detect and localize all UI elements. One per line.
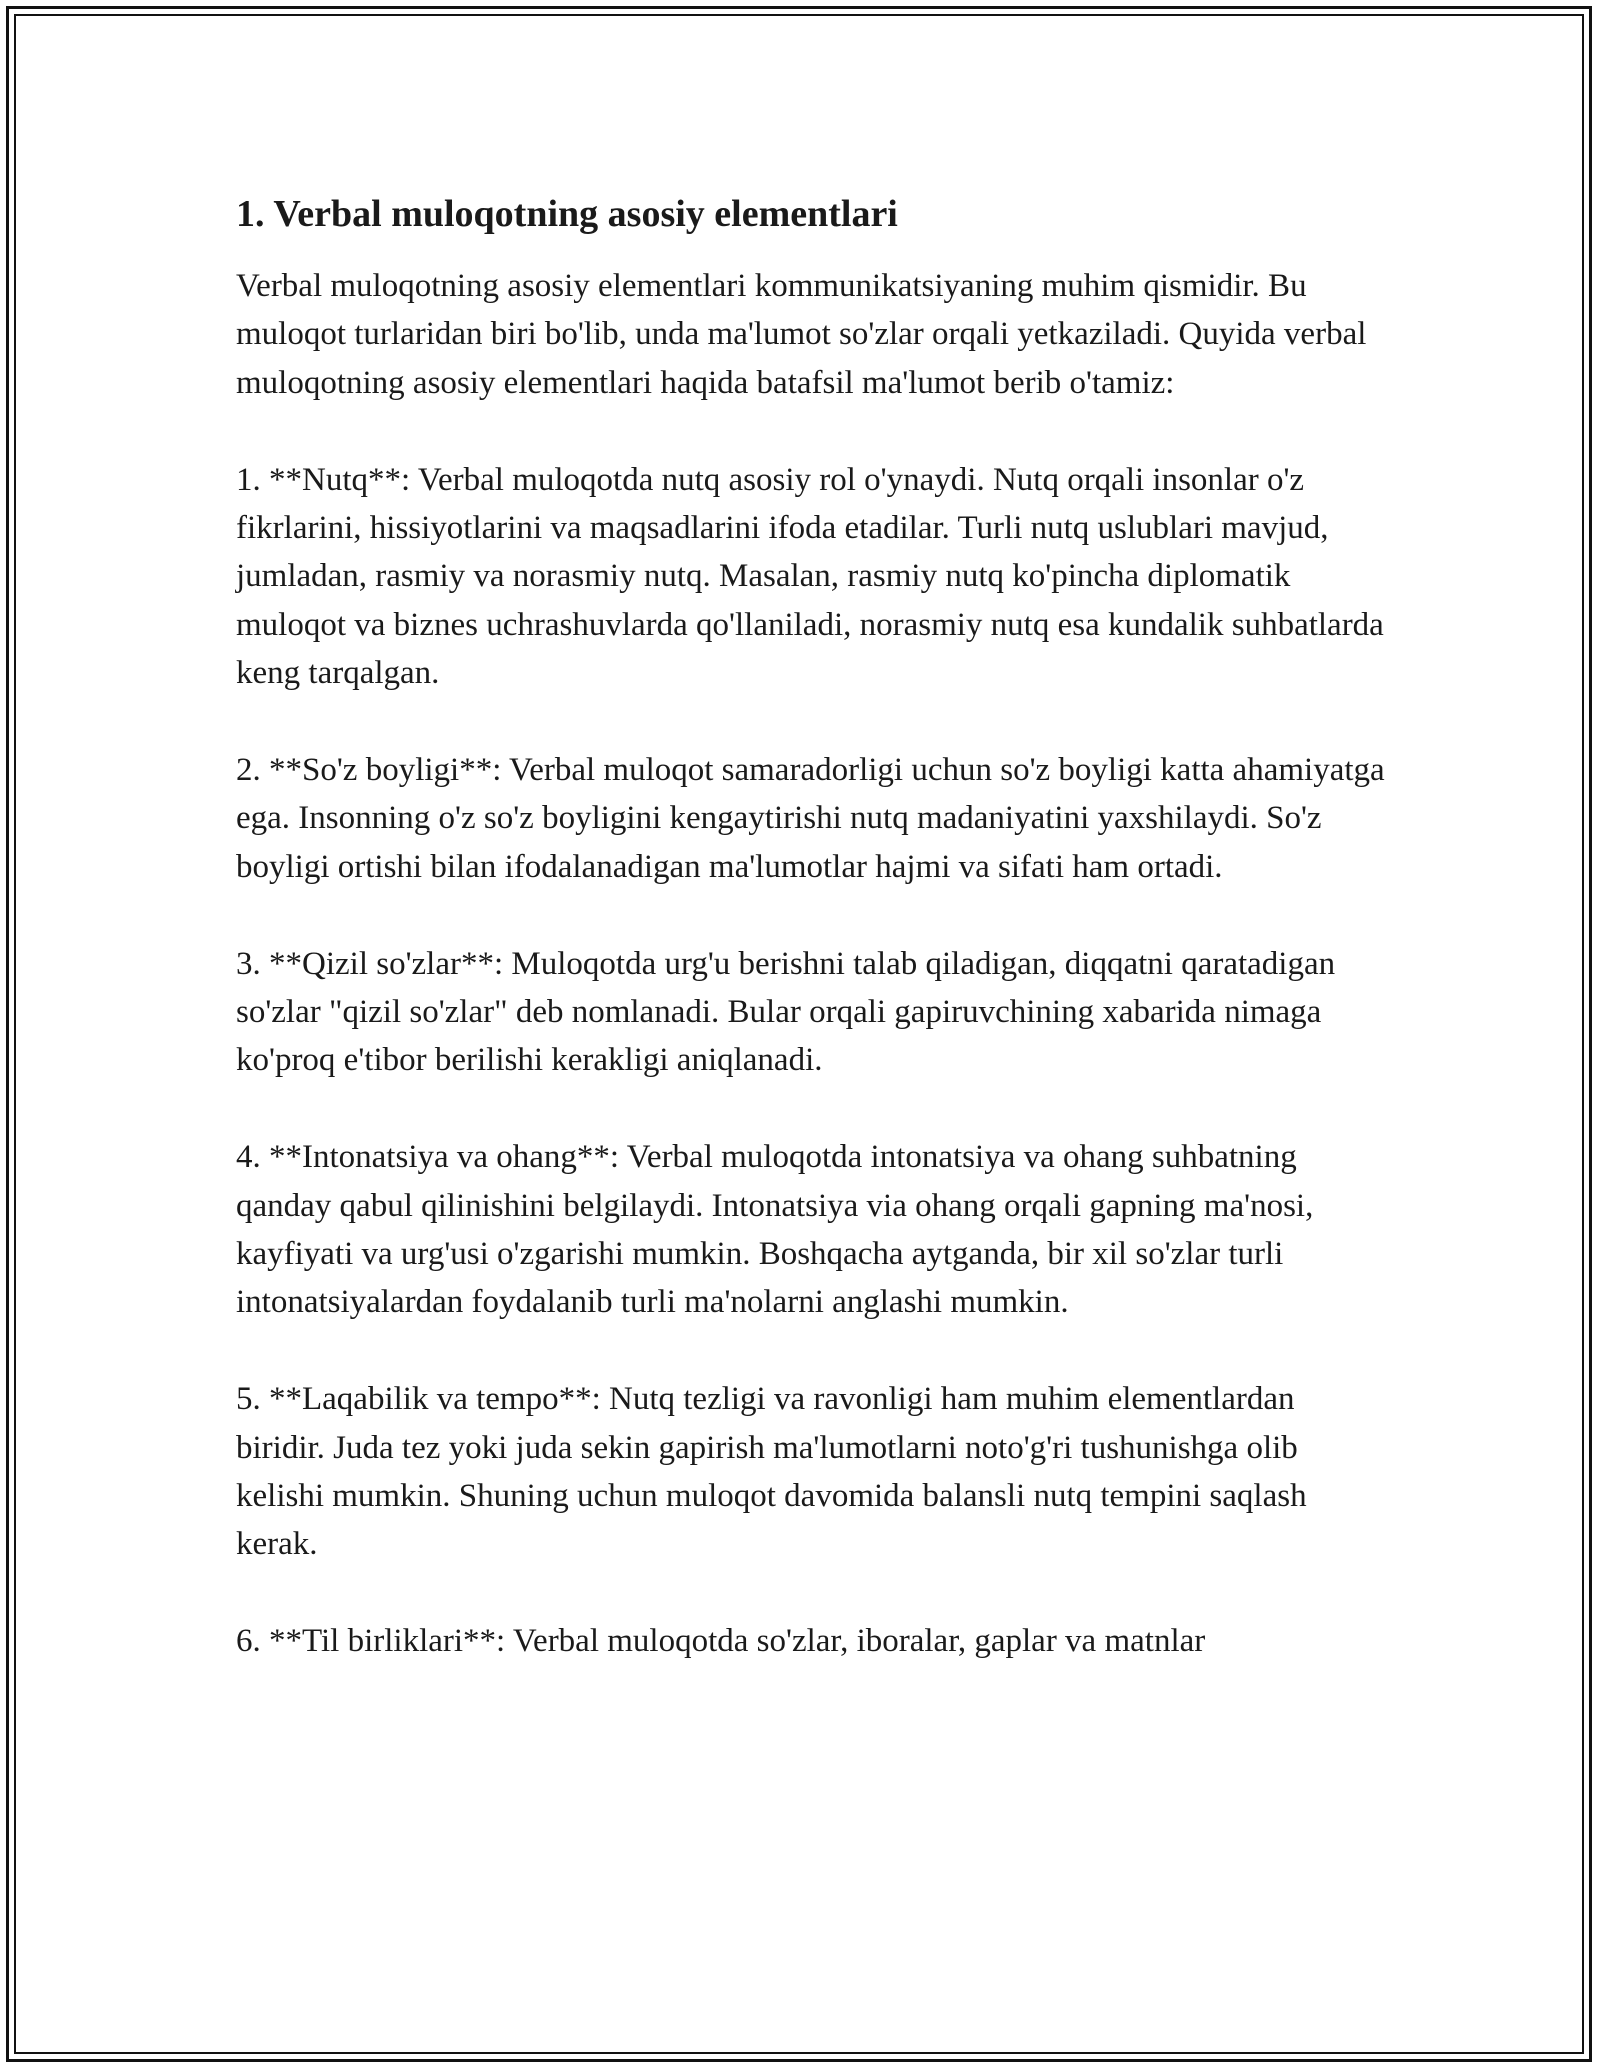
paragraph-tempo: 5. **Laqabilik va tempo**: Nutq tezligi va ravonligi ham muhim elementlardan biridir. Juda tez yoki juda sekin gapirish ma'lumotlarni noto'g'ri tushunishga olib kelishi mumkin. Shuning uchun muloqot davomida balansli nutq tempini saqlash kerak. [236,1381,1307,1563]
paragraph-nutq: 1. **Nutq**: Verbal muloqotda nutq asosiy rol o'ynaydi. Nutq orqali insonlar o'z fikrlarini, hissiyotlarini va maqsadlarini ifoda etadilar. Turli nutq uslublari mavjud, jumladan, rasmiy va norasmiy nutq. Masalan, rasmiy nutq ko'pincha diplomatik muloqot va biznes uchrashuvlarda qo'llaniladi, norasmiy nutq esa kundalik suhbatlarda keng tarqalgan. [236,461,1384,692]
paragraph-qizil-sozlar: 3. **Qizil so'zlar**: Muloqotda urg'u berishni talab qiladigan, diqqatni qaratadigan so'zlar "qizil so'zlar" deb nomlanadi. Bular orqali gapiruvchining xabarida nimaga ko'proq e'tibor berilishi kerakligi aniqlanadi. [236,945,1336,1079]
paragraph-intonatsiya: 4. **Intonatsiya va ohang**: Verbal muloqotda intonatsiya va ohang suhbatning qanday qabul qilinishini belgilaydi. Intonatsiya via ohang orqali gapning ma'nosi, kayfiyati va urg'usi o'zgarishi mumkin. Boshqacha aytganda, bir xil so'zlar turli intonatsiyalardan foydalanib turli ma'nolarni anglashi mumkin. [236,1139,1314,1321]
paragraph-soz-boyligi: 2. **So'z boyligi**: Verbal muloqot samaradorligi uchun so'z boyligi katta ahamiyatga ega. Insonning o'z so'z boyligini kengaytirishi nutq madaniyatini yaxshilaydi. So'z boyligi ortishi bilan ifodalanadigan ma'lumotlar hajmi va sifati ham ortadi. [236,752,1385,885]
section-heading: 1. Verbal muloqotning asosiy elementlari [236,193,898,235]
intro-paragraph: Verbal muloqotning asosiy elementlari kommunikatsiyaning muhim qismidir. Bu muloqot turlaridan biri bo'lib, unda ma'lumot so'zlar orqali yetkaziladi. Quyida verbal muloqotning asosiy elementlari haqida batafsil ma'lumot berib o'tamiz: [236,268,1367,401]
paragraph-til-birliklari: 6. **Til birliklari**: Verbal muloqotda so'zlar, iboralar, gaplar va matnlar [236,1623,1206,1660]
document-body [236,186,1386,1714]
